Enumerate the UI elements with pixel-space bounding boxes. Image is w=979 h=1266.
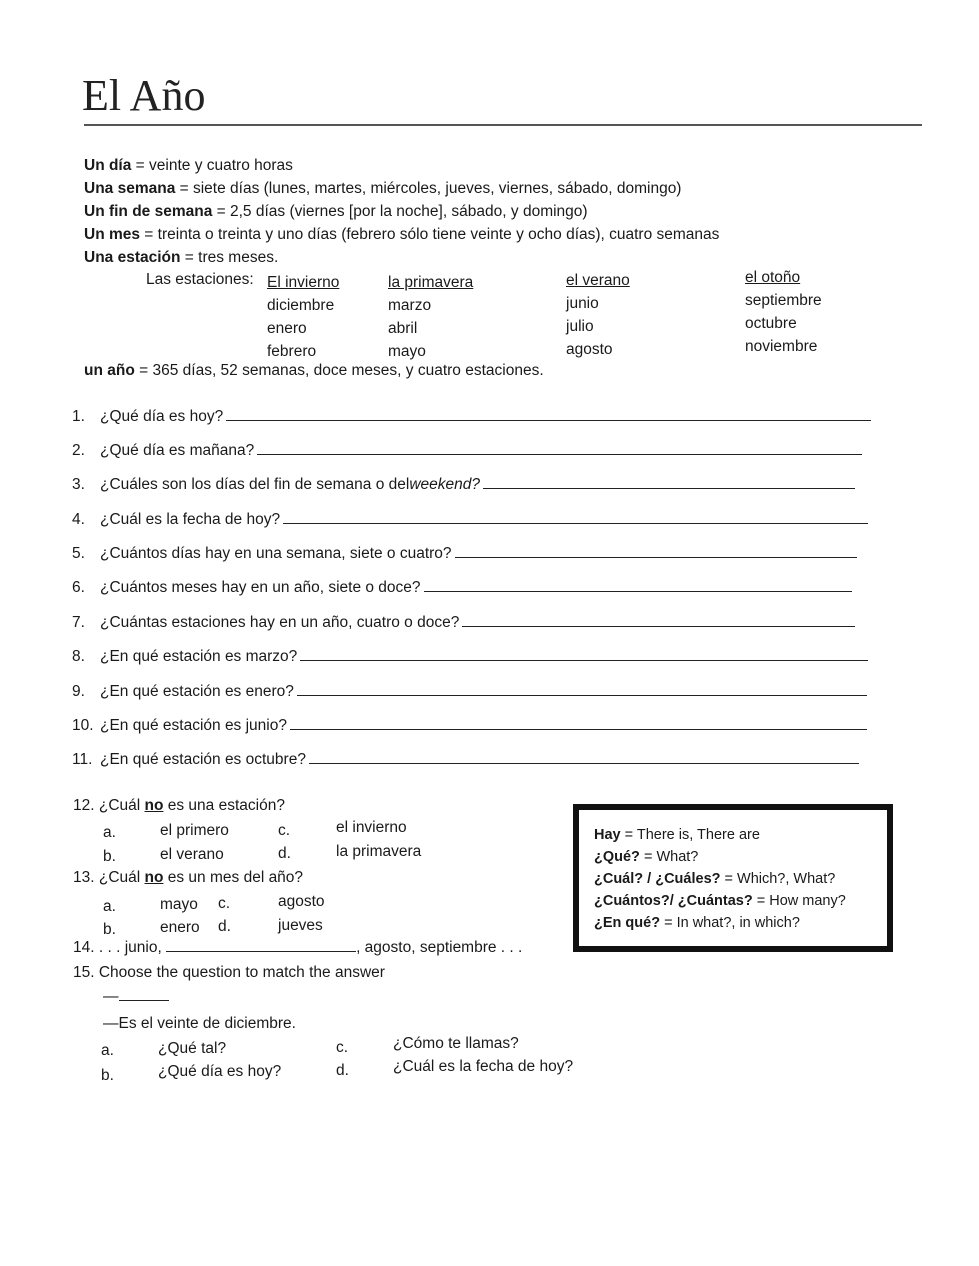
answer-line[interactable] xyxy=(309,751,859,764)
vocab-meaning: = There is, There are xyxy=(620,827,760,843)
question-14 xyxy=(73,939,522,957)
question-12 xyxy=(73,797,285,815)
vocab-term: Hay xyxy=(594,827,621,843)
definition-fin-de-semana xyxy=(84,203,588,221)
vocab-entry xyxy=(594,846,887,868)
question-8 xyxy=(72,648,868,666)
question-number: 10. xyxy=(72,717,94,734)
option-letter: c. xyxy=(218,895,231,912)
season-month: febrero xyxy=(267,343,317,360)
option-letter: b. xyxy=(101,1067,114,1084)
title-divider xyxy=(84,124,922,126)
question-text: ¿Qué día es mañana? xyxy=(100,442,255,459)
vocab-entry xyxy=(594,868,887,890)
fill-in-blank[interactable] xyxy=(119,988,169,1001)
season-month: diciembre xyxy=(267,297,335,314)
option-letter: c. xyxy=(278,822,291,839)
season-month: octubre xyxy=(745,315,797,332)
definition-term: Una semana xyxy=(84,180,176,197)
option-text[interactable]: agosto xyxy=(278,893,325,910)
question-9 xyxy=(72,683,867,701)
season-month: junio xyxy=(566,295,599,312)
season-heading: El invierno xyxy=(267,274,340,291)
season-month: abril xyxy=(388,320,418,337)
question-text: ¿Cuáles son los días del fin de semana o del xyxy=(100,476,410,493)
question-number: 4. xyxy=(72,511,85,528)
question-text: ¿Qué día es hoy? xyxy=(100,408,224,425)
question-text: es una estación? xyxy=(163,797,285,814)
vocab-term: ¿Qué? xyxy=(594,849,640,865)
question-13 xyxy=(73,869,303,887)
definition-text: = treinta o treinta y uno días (febrero sólo tiene veinte y ocho días), cuatro semanas xyxy=(140,226,720,243)
question-2 xyxy=(72,442,862,460)
definition-text: = tres meses. xyxy=(180,249,279,266)
seasons-label: Las estaciones: xyxy=(146,271,254,288)
question-6 xyxy=(72,579,852,597)
question-11 xyxy=(72,751,859,769)
vocab-meaning: = In what?, in which? xyxy=(660,915,800,931)
option-letter: a. xyxy=(103,898,116,915)
season-heading: el verano xyxy=(566,272,630,289)
question-text: ¿En qué estación es octubre? xyxy=(100,751,306,768)
question-text: ¿Cuántos meses hay en un año, siete o doce? xyxy=(100,579,421,596)
option-text[interactable]: ¿Cómo te llamas? xyxy=(393,1035,519,1052)
definition-dia xyxy=(84,157,293,175)
question-text: 14. . . . junio, xyxy=(73,939,167,956)
definition-text: = 365 días, 52 semanas, doce meses, y cuatro estaciones. xyxy=(134,362,544,379)
definition-text: = veinte y cuatro horas xyxy=(131,157,293,174)
vocab-term: ¿Cuál? / ¿Cuáles? xyxy=(594,871,721,887)
answer-line[interactable] xyxy=(455,545,857,558)
option-text[interactable]: enero xyxy=(160,919,200,936)
answer-line[interactable] xyxy=(300,648,868,661)
question-15: 15. Choose the question to match the answer xyxy=(73,964,385,981)
question-text: ¿Cuál es la fecha de hoy? xyxy=(100,511,281,528)
season-autumn xyxy=(745,266,822,358)
vocab-meaning: = How many? xyxy=(752,893,846,909)
option-letter: d. xyxy=(278,845,291,862)
answer-line[interactable] xyxy=(297,683,867,696)
definition-ano xyxy=(84,362,544,380)
season-summer xyxy=(566,269,630,361)
question-number: 9. xyxy=(72,683,85,700)
season-heading: la primavera xyxy=(388,274,474,291)
question-text: ¿En qué estación es enero? xyxy=(100,683,294,700)
season-month: marzo xyxy=(388,297,432,314)
question-4 xyxy=(72,511,868,529)
question-text: 12. ¿Cuál xyxy=(73,797,145,814)
vocab-term: ¿En qué? xyxy=(594,915,661,931)
question-text: 13. ¿Cuál xyxy=(73,869,145,886)
question-text: ¿Cuántos días hay en una semana, siete o cuatro? xyxy=(100,545,452,562)
season-heading: el otoño xyxy=(745,269,801,286)
vocab-meaning: = What? xyxy=(639,849,699,865)
definition-term: Una estación xyxy=(84,249,181,266)
answer-line[interactable] xyxy=(283,511,868,524)
definition-text: = siete días (lunes, martes, miércoles, jueves, viernes, sábado, domingo) xyxy=(175,180,682,197)
question-number: 7. xyxy=(72,614,85,631)
season-month: julio xyxy=(566,318,594,335)
season-month: noviembre xyxy=(745,338,818,355)
answer-line[interactable] xyxy=(424,579,852,592)
question-number: 5. xyxy=(72,545,85,562)
option-text[interactable]: mayo xyxy=(160,896,198,913)
option-text[interactable]: el primero xyxy=(160,822,229,839)
vocabulary-box xyxy=(573,804,893,952)
question-number: 3. xyxy=(72,476,85,493)
fill-in-blank[interactable] xyxy=(166,939,356,952)
option-text[interactable]: el verano xyxy=(160,846,224,863)
option-letter: b. xyxy=(103,921,116,938)
answer-dash xyxy=(103,988,169,1006)
answer-line[interactable] xyxy=(462,614,855,627)
season-month: mayo xyxy=(388,343,426,360)
emphasis-no: no xyxy=(144,869,164,886)
definition-term: Un día xyxy=(84,157,132,174)
dash-mark: — xyxy=(103,988,119,1005)
question-1 xyxy=(72,408,871,426)
option-text[interactable]: jueves xyxy=(278,917,323,934)
option-text[interactable]: el invierno xyxy=(336,819,407,836)
answer-line[interactable] xyxy=(290,717,867,730)
question-5 xyxy=(72,545,857,563)
question-text: ¿En qué estación es marzo? xyxy=(100,648,298,665)
season-spring xyxy=(388,271,473,363)
definition-estacion xyxy=(84,249,278,267)
option-letter: d. xyxy=(218,918,231,935)
option-text[interactable]: la primavera xyxy=(336,843,422,860)
vocab-term: ¿Cuántos?/ ¿Cuántas? xyxy=(594,893,753,909)
question-emphasis: weekend? xyxy=(409,476,480,493)
season-month: septiembre xyxy=(745,292,822,309)
option-letter: a. xyxy=(103,824,116,841)
vocab-entry xyxy=(594,912,887,934)
answer-line[interactable] xyxy=(257,442,862,455)
definition-term: un año xyxy=(84,362,135,379)
emphasis-no: no xyxy=(144,797,164,814)
season-month: agosto xyxy=(566,341,613,358)
answer-line[interactable] xyxy=(483,476,855,489)
question-number: 8. xyxy=(72,648,85,665)
question-text: ¿En qué estación es junio? xyxy=(100,717,287,734)
definition-text: = 2,5 días (viernes [por la noche], sábado, y domingo) xyxy=(212,203,588,220)
question-3 xyxy=(72,476,855,494)
vocab-meaning: = Which?, What? xyxy=(720,871,836,887)
definition-term: Un mes xyxy=(84,226,140,243)
question-7 xyxy=(72,614,855,632)
question-text: es un mes del año? xyxy=(163,869,304,886)
option-letter: b. xyxy=(103,848,116,865)
season-month: enero xyxy=(267,320,307,337)
given-answer: —Es el veinte de diciembre. xyxy=(103,1015,296,1032)
option-text[interactable]: ¿Qué día es hoy? xyxy=(158,1063,282,1080)
question-number: 1. xyxy=(72,408,85,425)
question-number: 6. xyxy=(72,579,85,596)
question-text: , agosto, septiembre . . . xyxy=(356,939,523,956)
answer-line[interactable] xyxy=(226,408,871,421)
season-winter xyxy=(267,271,339,363)
question-number: 11. xyxy=(72,751,93,768)
vocab-entry xyxy=(594,824,887,846)
definition-mes xyxy=(84,226,719,244)
question-number: 2. xyxy=(72,442,85,459)
page-title: El Año xyxy=(82,71,206,120)
definition-term: Un fin de semana xyxy=(84,203,213,220)
option-letter: a. xyxy=(101,1042,114,1059)
question-10 xyxy=(72,717,867,735)
option-letter: d. xyxy=(336,1062,349,1079)
option-text[interactable]: ¿Cuál es la fecha de hoy? xyxy=(393,1058,574,1075)
option-letter: c. xyxy=(336,1039,349,1056)
question-text: ¿Cuántas estaciones hay en un año, cuatro o doce? xyxy=(100,614,460,631)
vocab-entry xyxy=(594,890,887,912)
option-text[interactable]: ¿Qué tal? xyxy=(158,1040,227,1057)
definition-semana xyxy=(84,180,681,198)
